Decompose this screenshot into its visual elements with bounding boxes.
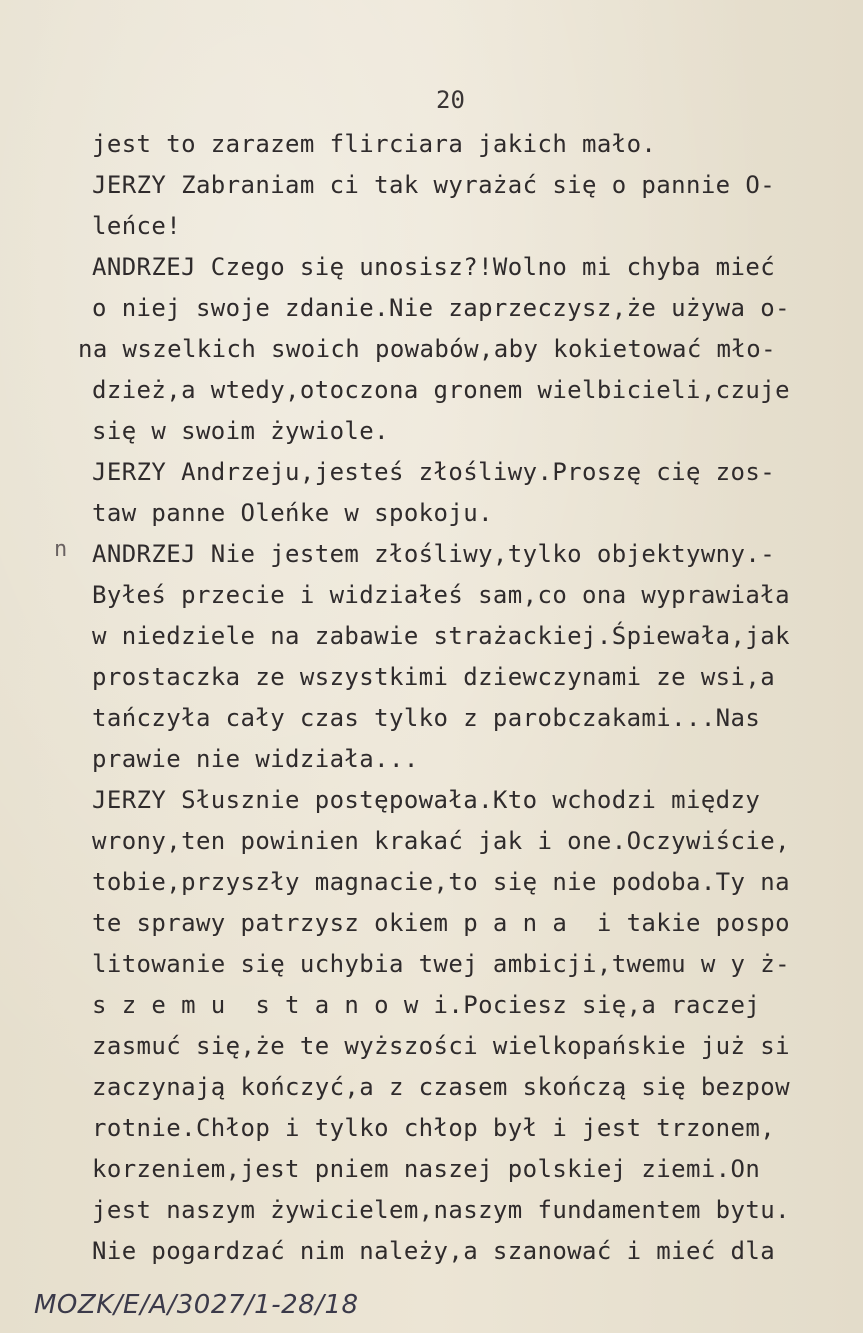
text-line: się w swoim żywiole. — [92, 417, 389, 445]
text-line: prawie nie widziała... — [92, 745, 419, 773]
text-line: zaczynają kończyć,a z czasem skończą się bezpow — [92, 1073, 790, 1101]
text-line: w niedziele na zabawie strażackiej.Śpiewała,jak — [92, 622, 790, 650]
text-line: JERZY Słusznie postępowała.Kto wchodzi między — [92, 786, 761, 814]
text-line: tobie,przyszły magnacie,to się nie podoba.Ty na — [92, 868, 790, 896]
text-line: Nie pogardzać nim należy,a szanować i mieć dla — [92, 1237, 776, 1265]
text-line: litowanie się uchybia twej ambicji,twemu w y ż- — [92, 950, 790, 978]
page-number: 20 — [436, 86, 465, 114]
text-line: leńce! — [92, 212, 182, 240]
text-line: prostaczka ze wszystkimi dziewczynami ze wsi,a — [92, 663, 776, 691]
text-line: jest to zarazem flirciara jakich mało. — [92, 130, 657, 158]
text-line: jest naszym żywicielem,naszym fundamentem bytu. — [92, 1196, 790, 1224]
text-line: tańczyła cały czas tylko z parobczakami...Nas — [92, 704, 761, 732]
text-line: o niej swoje zdanie.Nie zaprzeczysz,że używa o- — [92, 294, 790, 322]
text-line: s z e m u s t a n o w i.Pociesz się,a raczej — [92, 991, 761, 1019]
text-line: rotnie.Chłop i tylko chłop był i jest trzonem, — [92, 1114, 776, 1142]
text-line: dzież,a wtedy,otoczona gronem wielbicieli,czuje — [92, 376, 790, 404]
text-line: zasmuć się,że te wyższości wielkopańskie już si — [92, 1032, 790, 1060]
text-line: Byłeś przecie i widziałeś sam,co ona wyprawiała — [92, 581, 790, 609]
text-line: JERZY Andrzeju,jesteś złośliwy.Proszę cię zos- — [92, 458, 776, 486]
text-line: korzeniem,jest pniem naszej polskiej ziemi.On — [92, 1155, 761, 1183]
margin-mark: n — [54, 537, 68, 562]
text-line: JERZY Zabraniam ci tak wyrażać się o pannie O- — [92, 171, 776, 199]
text-line: taw panne Oleńke w spokoju. — [92, 499, 493, 527]
text-line: te sprawy patrzysz okiem p a n a i takie pospo — [92, 909, 790, 937]
text-line: ANDRZEJ Nie jestem złośliwy,tylko objektywny.- — [92, 540, 776, 568]
archive-reference-handwritten: MOZK/E/A/3027/1-28/18 — [34, 1290, 359, 1320]
text-line: wrony,ten powinien krakać jak i one.Oczywiście, — [92, 827, 790, 855]
text-line: na wszelkich swoich powabów,aby kokietować mło- — [78, 335, 776, 363]
text-line: ANDRZEJ Czego się unosisz?!Wolno mi chyba mieć — [92, 253, 776, 281]
